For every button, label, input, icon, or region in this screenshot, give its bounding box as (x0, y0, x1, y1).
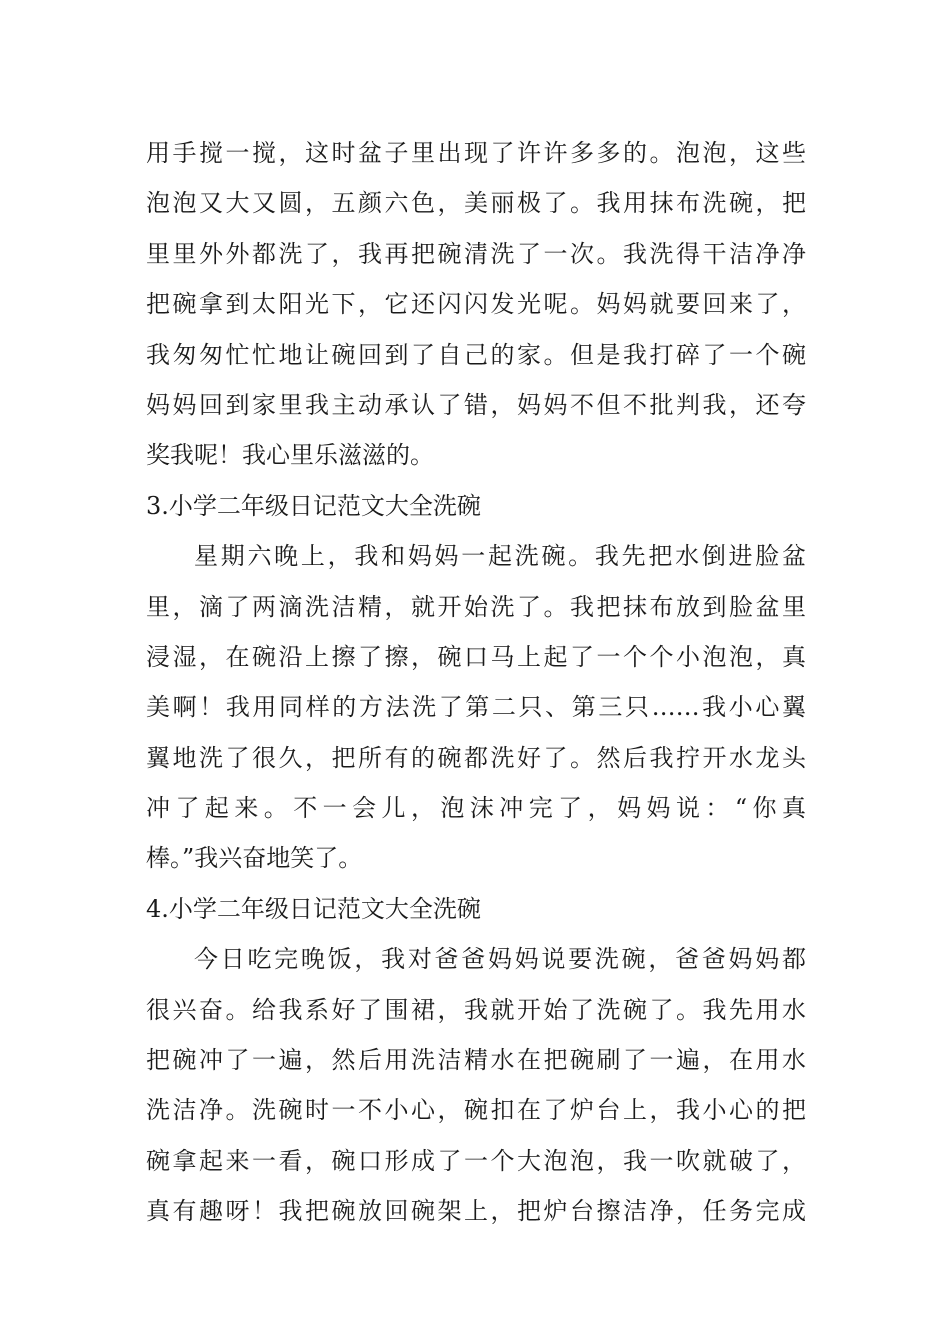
section-heading: 3.小学二年级日记范文大全洗碗 (146, 491, 481, 520)
diary-text-body (146, 128, 806, 1237)
text-line: 碗拿起来一看，碗口形成了一个大泡泡，我一吹就破了， (146, 1146, 806, 1175)
text-line: 里里外外都洗了，我再把碗清洗了一次。我洗得干洁净净 (146, 239, 806, 268)
text-line: 美啊！我用同样的方法洗了第二只、第三只……我小心翼 (146, 693, 806, 722)
text-line: 里，滴了两滴洗洁精，就开始洗了。我把抹布放到脸盆里 (146, 592, 806, 621)
text-line: 妈妈回到家里我主动承认了错，妈妈不但不批判我，还夸 (146, 390, 806, 419)
text-line: 洗洁净。洗碗时一不小心，碗扣在了炉台上，我小心的把 (146, 1096, 806, 1125)
text-line: 我匆匆忙忙地让碗回到了自己的家。但是我打碎了一个碗 (146, 340, 806, 369)
text-line: 真有趣呀！我把碗放回碗架上，把炉台擦洁净，任务完成 (146, 1197, 806, 1226)
text-line: 用手搅一搅，这时盆子里出现了许许多多的。泡泡，这些 (146, 139, 806, 167)
text-line: 把碗冲了一遍，然后用洗洁精水在把碗刷了一遍，在用水 (146, 1046, 806, 1075)
text-line: 翼地洗了很久，把所有的碗都洗好了。然后我拧开水龙头 (146, 743, 806, 772)
text-line: 浸湿，在碗沿上擦了擦，碗口马上起了一个个小泡泡，真 (146, 642, 806, 671)
text-line: 很兴奋。给我系好了围裙，我就开始了洗碗了。我先用水 (146, 995, 806, 1024)
text-line: 今日吃完晚饭，我对爸爸妈妈说要洗碗，爸爸妈妈都 (194, 945, 806, 974)
section-heading: 4.小学二年级日记范文大全洗碗 (146, 894, 481, 923)
text-line: 把碗拿到太阳光下，它还闪闪发光呢。妈妈就要回来了， (146, 290, 806, 319)
text-line: 棒。”我兴奋地笑了。 (146, 844, 363, 873)
text-line: 冲了起来。不一会儿，泡沫冲完了，妈妈说：“你真 (146, 794, 806, 823)
text-line: 星期六晚上，我和妈妈一起洗碗。我先把水倒进脸盆 (194, 542, 806, 571)
text-line: 泡泡又大又圆，五颜六色，美丽极了。我用抹布洗碗，把 (146, 189, 806, 218)
text-line: 奖我呢！我心里乐滋滋的。 (146, 441, 434, 470)
